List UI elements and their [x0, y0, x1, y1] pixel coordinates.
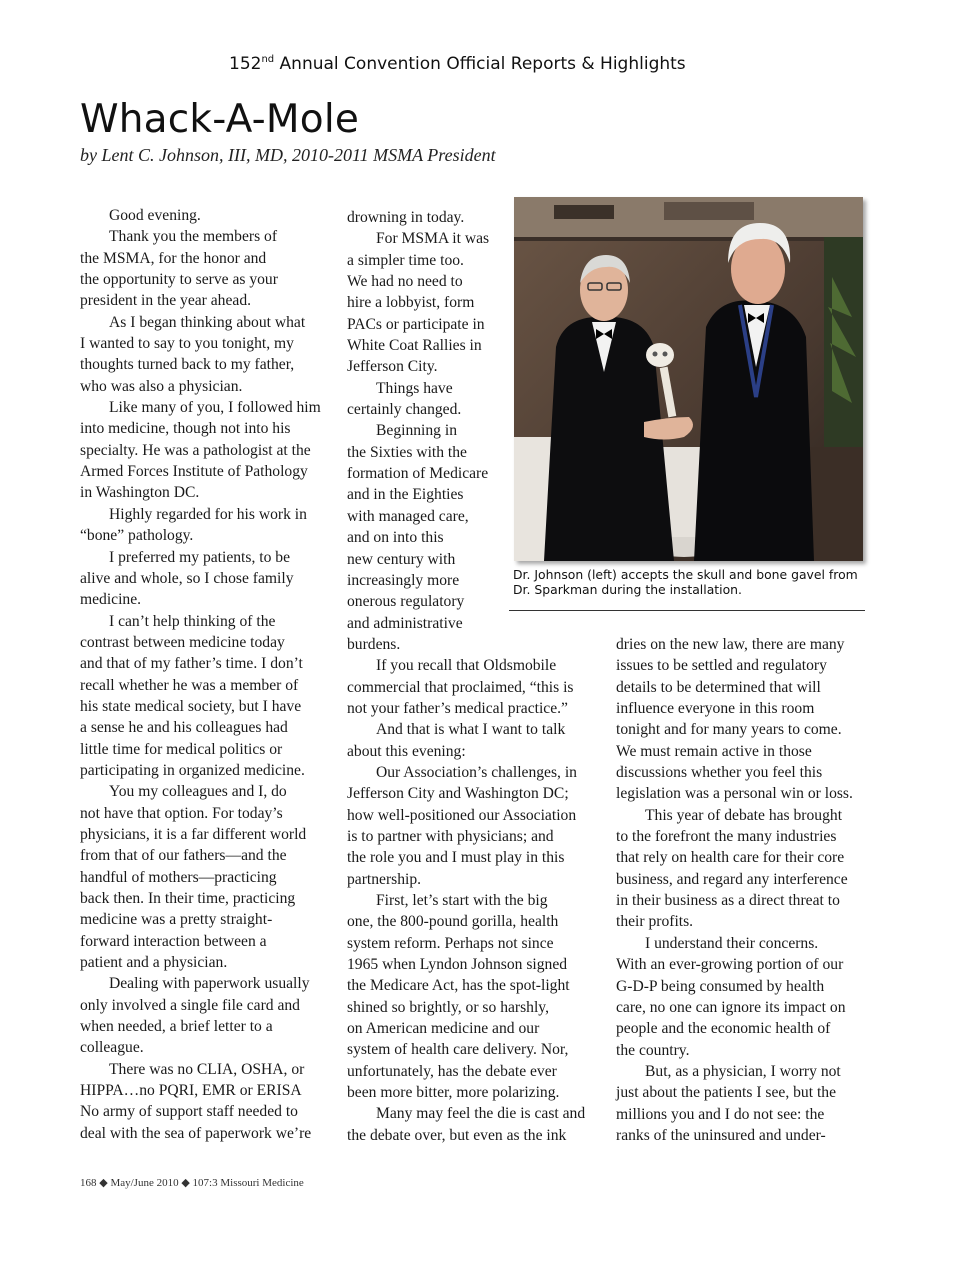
paragraph-line: discussions whether you feel this: [616, 764, 823, 782]
paragraph-line: with managed care,: [347, 507, 469, 525]
paragraph-line: Armed Forces Institute of Pathology: [80, 463, 308, 481]
paragraph-line: There was no CLIA, OSHA, or: [109, 1060, 305, 1078]
paragraph-line: certainly changed.: [347, 401, 462, 419]
paragraph-line: business, and regard any interference: [616, 870, 848, 888]
paragraph-line: Like many of you, I followed him: [109, 399, 321, 417]
caption-divider: [509, 610, 865, 611]
paragraph-line: president in the year ahead.: [80, 292, 252, 310]
paragraph-line: No army of support staff needed to: [80, 1103, 298, 1121]
paragraph-line: As I began thinking about what: [109, 313, 306, 331]
paragraph-line: back then. In their time, practicing: [80, 890, 296, 907]
paragraph-line: influence everyone in this room: [616, 700, 815, 718]
paragraph-line: Many may feel the die is cast and: [376, 1105, 586, 1123]
paragraph-line: system reform. Perhaps not since: [347, 934, 554, 952]
paragraph-line: not your father’s medical practice.”: [347, 699, 568, 717]
paragraph-line: PACs or participate in: [347, 315, 485, 333]
paragraph-line: deal with the sea of paperwork we’re: [80, 1124, 312, 1142]
paragraph-line: details to be determined that will: [616, 678, 821, 696]
running-head-number: 152: [229, 54, 262, 74]
paragraph-line: legislation was a personal win or loss.: [616, 785, 853, 803]
paragraph-line: and on into this: [347, 529, 444, 547]
paragraph-line: a simpler time too.: [347, 251, 464, 269]
paragraph-line: If you recall that Oldsmobile: [376, 657, 557, 675]
paragraph-line: into medicine, though not into his: [80, 420, 291, 438]
paragraph-line: increasingly more: [347, 571, 460, 589]
photo-caption: [513, 567, 865, 597]
installation-photo: [514, 197, 863, 561]
paragraph-line: physicians, it is a far different world: [80, 825, 307, 843]
paragraph-line: HIPPA…no PQRI, EMR or ERISA: [80, 1082, 302, 1100]
paragraph-line: drowning in today.: [347, 209, 465, 226]
paragraph-line: people and the economic health of: [616, 1020, 831, 1038]
paragraph-line: ranks of the uninsured and under-: [616, 1126, 826, 1144]
paragraph-line: hire a lobbyist, form: [347, 294, 475, 312]
paragraph-line: the Sixties with the: [347, 443, 467, 461]
paragraph-line: that rely on health care for their core: [616, 849, 845, 867]
paragraph-line: little time for medical politics or: [80, 740, 283, 758]
paragraph-line: recall whether he was a member of: [80, 676, 299, 694]
article-column-3: [616, 634, 866, 1146]
paragraph-line: who was also a physician.: [80, 377, 243, 395]
paragraph-line: For MSMA it was: [376, 230, 490, 248]
paragraph-line: participating in organized medicine.: [80, 761, 305, 779]
paragraph-line: been more bitter, more polarizing.: [347, 1084, 560, 1102]
paragraph-line: handful of mothers—practicing: [80, 868, 277, 886]
article-byline: by Lent C. Johnson, III, MD, 2010-2011 MSMA President: [80, 145, 496, 165]
paragraph-line: “bone” pathology.: [80, 527, 194, 545]
paragraph-line: and that of my father’s time. I don’t: [80, 655, 303, 673]
paragraph-line: We had no need to: [347, 273, 463, 291]
paragraph-line: their profits.: [616, 913, 694, 931]
paragraph-line: medicine was a pretty straight-: [80, 911, 273, 929]
paragraph-line: one, the 800-pound gorilla, health: [347, 913, 559, 931]
paragraph-line: medicine.: [80, 591, 142, 609]
paragraph-line: in Washington DC.: [80, 484, 200, 502]
paragraph-line: is to partner with physicians; and: [347, 827, 554, 845]
paragraph-line: the country.: [616, 1041, 690, 1059]
paragraph-line: Jefferson City and Washington DC;: [347, 785, 569, 803]
paragraph-line: new century with: [347, 550, 456, 568]
paragraph-line: and in the Eighties: [347, 486, 464, 504]
paragraph-line: White Coat Rallies in: [347, 337, 482, 355]
paragraph-line: specialty. He was a pathologist at the: [80, 441, 311, 459]
photo-caption-line: Dr. Johnson (left) accepts the skull and bone gavel from: [513, 567, 858, 582]
paragraph-line: patient and a physician.: [80, 954, 228, 972]
paragraph-line: forward interaction between a: [80, 932, 267, 950]
paragraph-line: contrast between medicine today: [80, 633, 285, 651]
paragraph-line: unfortunately, has the debate ever: [347, 1062, 557, 1080]
paragraph-line: But, as a physician, I worry not: [645, 1062, 841, 1080]
paragraph-line: not have that option. For today’s: [80, 804, 283, 822]
running-head-text: Annual Convention Official Reports & Highlights: [274, 54, 686, 74]
paragraph-line: about this evening:: [347, 742, 466, 760]
paragraph-line: to the forefront the many industries: [616, 828, 837, 846]
paragraph-line: system of health care delivery. Nor,: [347, 1041, 569, 1059]
paragraph-line: partnership.: [347, 870, 422, 888]
paragraph-line: the Medicare Act, has the spot-light: [347, 977, 570, 995]
paragraph-line: 1965 when Lyndon Johnson signed: [347, 956, 568, 974]
paragraph-line: Things have: [376, 379, 453, 397]
paragraph-line: formation of Medicare: [347, 465, 489, 483]
paragraph-line: Our Association’s challenges, in: [376, 763, 577, 781]
paragraph-line: tonight and for many years to come.: [616, 721, 842, 739]
paragraph-line: With an ever-growing portion of our: [616, 956, 844, 974]
paragraph-line: You my colleagues and I, do: [109, 783, 287, 801]
page-footer: 168 ◆ May/June 2010 ◆ 107:3 Missouri Medicine: [80, 1177, 304, 1189]
paragraph-line: a sense he and his colleagues had: [80, 719, 288, 737]
paragraph-line: millions you and I do not see: the: [616, 1105, 825, 1123]
article-column-1: [80, 205, 330, 1144]
paragraph-line: G-D-P being consumed by health: [616, 977, 825, 995]
paragraph-line: when needed, a brief letter to a: [80, 1018, 273, 1036]
paragraph-line: his state medical society, but I have: [80, 697, 302, 715]
paragraph-line: I preferred my patients, to be: [109, 548, 290, 566]
paragraph-line: I wanted to say to you tonight, my: [80, 335, 294, 353]
paragraph-line: issues to be settled and regulatory: [616, 657, 827, 675]
article-title: Whack-A-Mole: [80, 97, 360, 142]
paragraph-line: alive and whole, so I chose family: [80, 569, 294, 587]
paragraph-line: Highly regarded for his work in: [109, 505, 307, 523]
paragraph-line: Thank you the members of: [109, 228, 278, 246]
installation-photo-illustration: [514, 197, 863, 561]
paragraph-line: thoughts turned back to my father,: [80, 356, 295, 374]
paragraph-line: Jefferson City.: [347, 358, 438, 376]
paragraph-line: the opportunity to serve as your: [80, 271, 278, 289]
paragraph-line: We must remain active in those: [616, 742, 812, 760]
running-head: [229, 54, 686, 74]
paragraph-line: and administrative: [347, 614, 463, 632]
paragraph-line: colleague.: [80, 1039, 144, 1057]
paragraph-line: Good evening.: [109, 207, 201, 224]
paragraph-line: care, no one can ignore its impact on: [616, 998, 846, 1016]
paragraph-line: And that is what I want to talk: [376, 721, 566, 739]
paragraph-line: Beginning in: [376, 422, 457, 440]
paragraph-line: burdens.: [347, 635, 401, 653]
paragraph-line: in their business as a direct threat to: [616, 892, 840, 910]
paragraph-line: just about the patients I see, but the: [616, 1084, 836, 1102]
photo-caption-line: Dr. Sparkman during the installation.: [513, 582, 742, 597]
paragraph-line: I understand their concerns.: [645, 934, 819, 952]
paragraph-line: only involved a single file card and: [80, 996, 300, 1014]
paragraph-line: I can’t help thinking of the: [109, 612, 276, 630]
paragraph-line: This year of debate has brought: [645, 806, 843, 824]
paragraph-line: dries on the new law, there are many: [616, 636, 845, 653]
paragraph-line: Dealing with paperwork usually: [109, 975, 310, 993]
paragraph-line: the role you and I must play in this: [347, 849, 565, 867]
paragraph-line: onerous regulatory: [347, 593, 465, 611]
paragraph-line: First, let’s start with the big: [376, 892, 548, 909]
paragraph-line: the debate over, but even as the ink: [347, 1126, 567, 1144]
paragraph-line: how well-positioned our Association: [347, 806, 577, 824]
paragraph-line: the MSMA, for the honor and: [80, 249, 267, 267]
paragraph-line: commercial that proclaimed, “this is: [347, 678, 574, 696]
paragraph-line: on American medicine and our: [347, 1020, 540, 1038]
paragraph-line: shined so brightly, or so harshly,: [347, 998, 549, 1016]
running-head-ordinal: nd: [261, 54, 275, 65]
paragraph-line: from that of our fathers—and the: [80, 847, 287, 865]
